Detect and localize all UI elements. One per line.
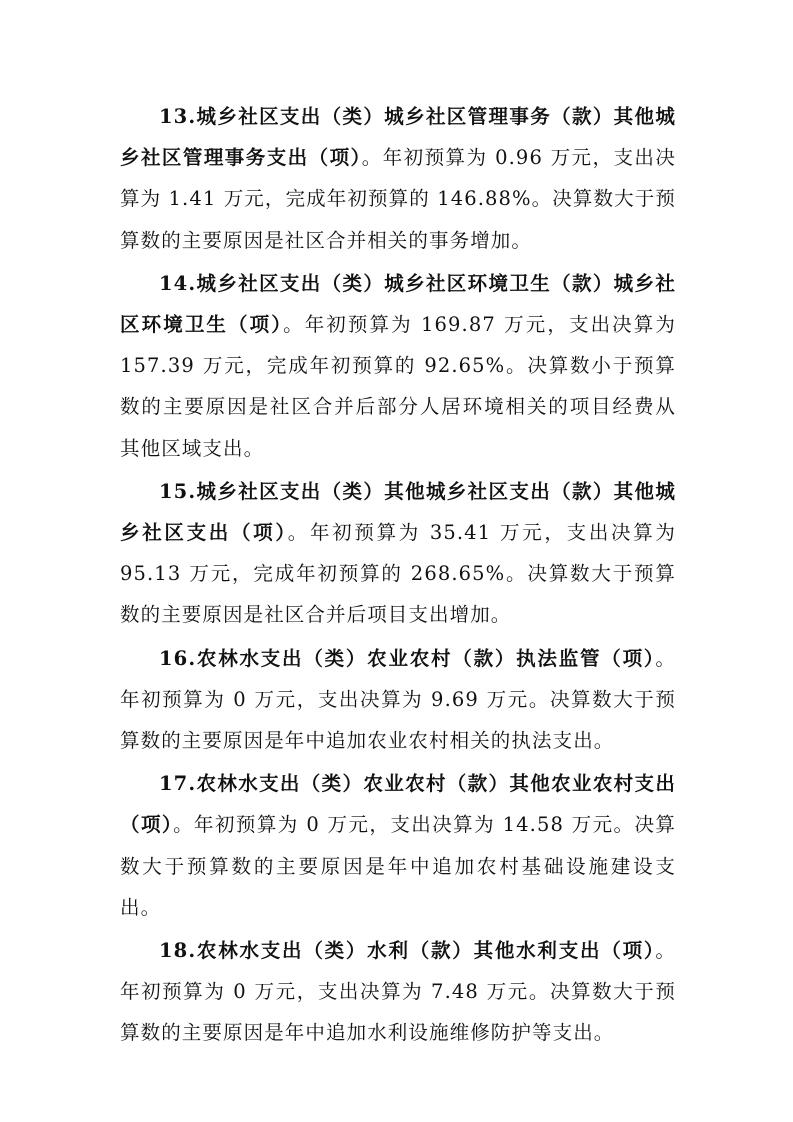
item-18-body: 。年初预算为 0 万元，支出决算为 7.48 万元。决算数大于预算数的主要原因是年中追加水利设施维修防护等支出。	[120, 939, 676, 1045]
item-18-paragraph	[120, 930, 676, 1054]
item-18-heading: 18.农林水支出（类）水利（款）其他水利支出（项）	[159, 939, 656, 963]
item-16-heading: 16.农林水支出（类）农业农村（款）执法监管（项）	[159, 646, 656, 670]
item-14-heading: 14.城乡社区支出（类）城乡社区环境卫生（款）城乡社区环境卫生（项）	[120, 271, 676, 337]
item-13-paragraph	[120, 96, 676, 261]
item-16-body: 。年初预算为 0 万元，支出决算为 9.69 万元。决算数大于预算数的主要原因是年中追加农业农村相关的执法支出。	[120, 646, 676, 753]
item-17-heading: 17.农林水支出（类）农业农村（款）其他农业农村支出（项）	[120, 772, 676, 837]
item-14-body: 。年初预算为 169.87 万元，支出决算为 157.39 万元，完成年初预算的 92.65%。决算数小于预算数的主要原因是社区合并后部分人居环境相关的项目经费从其他区域支出。	[120, 313, 676, 460]
item-15-paragraph	[120, 471, 676, 636]
document-page	[120, 96, 676, 1056]
item-17-body: 。年初预算为 0 万元，支出决算为 14.58 万元。决算数大于预算数的主要原因是年中追加农村基础设施建设支出。	[120, 813, 676, 919]
item-15-body: 。年初预算为 35.41 万元，支出决算为 95.13 万元，完成年初预算的 268.65%。决算数大于预算数的主要原因是社区合并后项目支出增加。	[120, 521, 676, 627]
item-16-paragraph	[120, 638, 676, 762]
item-17-paragraph	[120, 763, 676, 928]
item-13-heading: 13.城乡社区支出（类）城乡社区管理事务（款）其他城乡社区管理事务支出（项）	[120, 105, 676, 170]
item-15-heading: 15.城乡社区支出（类）其他城乡社区支出（款）其他城乡社区支出（项）	[120, 479, 676, 545]
item-14-paragraph	[120, 263, 676, 469]
item-13-body: 。年初预算为 0.96 万元，支出决算为 1.41 万元，完成年初预算的 146.88%。决算数大于预算数的主要原因是社区合并相关的事务增加。	[120, 146, 676, 252]
